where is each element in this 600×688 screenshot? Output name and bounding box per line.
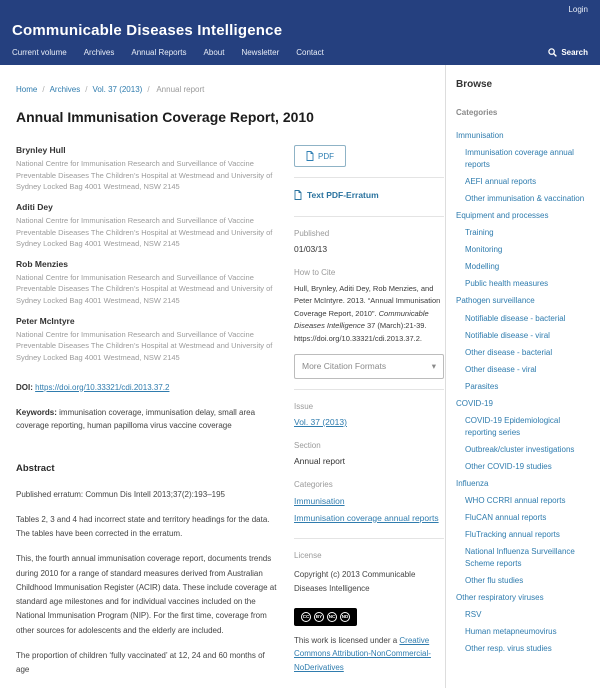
- cc-badge-icon: ND: [340, 612, 350, 622]
- section-value: Annual report: [294, 455, 346, 466]
- author-list: [16, 145, 278, 364]
- sidebar-category-link[interactable]: Modelling: [465, 262, 500, 272]
- site-header: [0, 0, 600, 65]
- breadcrumb-link[interactable]: Vol. 37 (2013): [92, 85, 143, 94]
- erratum-link[interactable]: [294, 184, 379, 206]
- login-link[interactable]: Login: [568, 5, 588, 14]
- breadcrumb-separator: /: [147, 85, 150, 94]
- author-affiliation: National Centre for Immunisation Research and Surveillance of Vaccine Preventable Diseases The Children’s Hospital at Westmead and University of Sydney Locked Bag 4001 Westmead, NSW 2145: [16, 329, 273, 362]
- sidebar-category-link[interactable]: Other COVID-19 studies: [465, 461, 552, 471]
- author-affiliation: National Centre for Immunisation Research and Surveillance of Vaccine Preventable Diseases The Children’s Hospital at Westmead and University of Sydney Locked Bag 4001 Westmead, NSW 2145: [16, 159, 273, 192]
- category-links: [294, 495, 444, 525]
- citation-before: Hull, Brynley, Aditi Dey, Rob Menzies, and Peter McIntyre. 2013. “Annual Immunisation Coverage Report, 2010”.: [294, 284, 441, 318]
- sidebar-category-link[interactable]: Pathogen surveillance: [456, 296, 535, 306]
- sidebar-category-link[interactable]: AEFI annual reports: [465, 176, 537, 186]
- cc-badge-icon: NC: [327, 612, 337, 622]
- license-link[interactable]: Creative Commons Attribution-NonCommercial-NoDerivatives: [294, 635, 431, 672]
- breadcrumb-link[interactable]: Home: [16, 85, 38, 94]
- sidebar-category-link[interactable]: COVID-19 Epidemiological reporting series: [465, 416, 561, 437]
- issue-label: Issue: [294, 401, 314, 411]
- author-name: Brynley Hull: [16, 145, 66, 155]
- chevron-down-icon: ▾: [431, 360, 436, 371]
- sidebar-category-link[interactable]: Notifiable disease - bacterial: [465, 313, 566, 323]
- category-link[interactable]: Immunisation coverage annual reports: [294, 512, 439, 523]
- sidebar-category-link[interactable]: RSV: [465, 610, 482, 620]
- author-item: [16, 259, 278, 307]
- cc-license-badge[interactable]: [294, 608, 357, 626]
- sidebar-category-link[interactable]: Public health measures: [465, 279, 549, 289]
- sidebar-category-link[interactable]: Other respiratory viruses: [456, 593, 544, 603]
- issue-link[interactable]: Vol. 37 (2013): [294, 416, 347, 427]
- doi-label: DOI:: [16, 382, 33, 392]
- keywords: [16, 406, 278, 433]
- published-label: Published: [294, 229, 330, 238]
- nav-item[interactable]: Contact: [296, 48, 324, 57]
- sidebar-category-link[interactable]: Other flu studies: [465, 576, 524, 586]
- citation-journal: Communicable Diseases Intelligence: [294, 308, 429, 331]
- more-citation-formats-dropdown[interactable]: [294, 354, 444, 379]
- sidebar-category-link[interactable]: Other disease - viral: [465, 364, 537, 374]
- nav-items: [12, 48, 324, 57]
- nav-item[interactable]: About: [203, 48, 225, 57]
- author-item: [16, 202, 278, 250]
- pdf-button-label: PDF: [318, 151, 334, 161]
- how-to-cite-label: How to Cite: [294, 268, 336, 277]
- sidebar-category-link[interactable]: FluCAN annual reports: [465, 513, 547, 523]
- nav-item[interactable]: Archives: [83, 48, 115, 57]
- author-item: [16, 145, 278, 193]
- sidebar-category-list: [454, 130, 592, 655]
- author-name: Rob Menzies: [16, 258, 68, 269]
- author-affiliation: National Centre for Immunisation Research and Surveillance of Vaccine Preventable Diseases The Children’s Hospital at Westmead and University of Sydney Locked Bag 4001 Westmead, NSW 2145: [16, 272, 273, 305]
- breadcrumb-link[interactable]: Archives: [49, 85, 81, 94]
- license-label: License: [294, 551, 322, 561]
- author-item: [16, 316, 278, 364]
- nav-item[interactable]: Current volume: [12, 48, 67, 57]
- license-text-before: This work is licensed under a: [294, 635, 400, 645]
- search-button[interactable]: [548, 48, 588, 57]
- keywords-label: Keywords:: [16, 407, 57, 417]
- categories-label: Categories: [294, 479, 333, 489]
- browse-heading: Browse: [456, 79, 493, 90]
- page-content: [0, 65, 600, 688]
- section-label: Section: [294, 440, 321, 450]
- abstract-paragraph: The proportion of children ‘fully vaccinated’ at 12, 24 and 60 months of age: [16, 650, 265, 675]
- sidebar-category-link[interactable]: Training: [465, 228, 494, 238]
- nav-item[interactable]: Annual Reports: [131, 48, 187, 57]
- license-statement: [294, 634, 444, 675]
- sidebar-category-link[interactable]: Other disease - bacterial: [465, 347, 553, 357]
- keywords-text: immunisation coverage, immunisation delay, small area coverage reporting, human papilloma virus vaccine coverage: [16, 407, 256, 431]
- sidebar-category-link[interactable]: COVID-19: [456, 399, 493, 408]
- abstract-body: [16, 488, 278, 678]
- page-title: Annual Immunisation Coverage Report, 2010: [16, 109, 314, 125]
- sidebar-category-link[interactable]: Human metapneumovirus: [465, 627, 557, 637]
- more-citation-formats-label: More Citation Formats: [302, 361, 387, 372]
- copyright-text: Copyright (c) 2013 Communicable Diseases Intelligence: [294, 570, 416, 593]
- citation-after: 37 (March):21-39. https://doi.org/10.33321/cdi.2013.37.2.: [294, 321, 427, 343]
- sidebar-category-link[interactable]: FluTracking annual reports: [465, 530, 560, 540]
- breadcrumb-separator: /: [85, 85, 88, 94]
- sidebar-category-link[interactable]: National Influenza Surveillance Scheme reports: [465, 547, 575, 568]
- breadcrumb-current: Annual report: [156, 85, 205, 94]
- sidebar-category-link[interactable]: Immunisation: [456, 131, 504, 140]
- file-text-icon: [294, 190, 302, 200]
- sidebar-categories-label: Categories: [456, 108, 498, 117]
- sidebar-category-link[interactable]: Immunisation coverage annual reports: [465, 148, 574, 169]
- abstract-paragraph: Published erratum: Commun Dis Intell 2013;37(2):193–195: [16, 489, 226, 499]
- sidebar-category-link[interactable]: Equipment and processes: [456, 210, 549, 220]
- nav-item[interactable]: Newsletter: [241, 48, 280, 57]
- breadcrumb-separator: /: [42, 85, 45, 94]
- abstract-paragraph: Tables 2, 3 and 4 had incorrect state and territory headings for the data. The tables have been corrected in the erratum.: [16, 514, 270, 539]
- sidebar-category-link[interactable]: Influenza: [456, 478, 489, 488]
- magnifier-icon: [548, 48, 557, 57]
- sidebar-category-link[interactable]: Other immunisation & vaccination: [465, 193, 585, 203]
- doi-link[interactable]: https://doi.org/10.33321/cdi.2013.37.2: [35, 382, 170, 392]
- erratum-link-label: Text PDF-Erratum: [307, 190, 379, 200]
- browse-sidebar: [445, 65, 600, 688]
- breadcrumb: [16, 85, 445, 94]
- breadcrumb-links: [16, 85, 155, 94]
- author-name: Peter McIntyre: [16, 315, 75, 326]
- citation-text: [294, 283, 444, 345]
- published-date: 01/03/13: [294, 244, 328, 254]
- site-title[interactable]: Communicable Diseases Intelligence: [12, 22, 283, 39]
- category-link[interactable]: Immunisation: [294, 495, 345, 506]
- sidebar-category-link[interactable]: Notifiable disease - viral: [465, 330, 550, 340]
- article-meta-column: [294, 145, 444, 688]
- doi-row: [16, 383, 278, 392]
- cc-badge-icon: CC: [301, 612, 311, 622]
- main-nav: [12, 48, 588, 66]
- sidebar-category-link[interactable]: Outbreak/cluster investigations: [465, 444, 575, 454]
- sidebar-category-link[interactable]: Parasites: [465, 381, 499, 391]
- author-name: Aditi Dey: [16, 201, 53, 212]
- search-label: Search: [561, 48, 588, 57]
- article-area: [0, 65, 445, 688]
- cc-badge-icon: BY: [314, 612, 324, 622]
- sidebar-category-link[interactable]: Monitoring: [465, 245, 503, 255]
- abstract-heading: Abstract: [16, 462, 55, 474]
- author-affiliation: National Centre for Immunisation Research and Surveillance of Vaccine Preventable Diseases The Children’s Hospital at Westmead and University of Sydney Locked Bag 4001 Westmead, NSW 2145: [16, 215, 273, 249]
- pdf-button[interactable]: [294, 145, 346, 167]
- sidebar-category-link[interactable]: Other resp. virus studies: [465, 644, 552, 654]
- article-main-column: [16, 145, 278, 688]
- file-pdf-icon: [306, 151, 314, 161]
- sidebar-category-link[interactable]: WHO CCRRI annual reports: [465, 496, 566, 506]
- abstract-paragraph: This, the fourth annual immunisation coverage report, documents trends during 2010 for a range of standard measures derived from Australian Childhood Immunisation Register (ACIR) data. These include coverage at standard age milestones and for individual vaccines included on the National Immunisation Program (NIP). For the first time, coverage from other sources for adolescents and the elderly are included.: [16, 554, 277, 635]
